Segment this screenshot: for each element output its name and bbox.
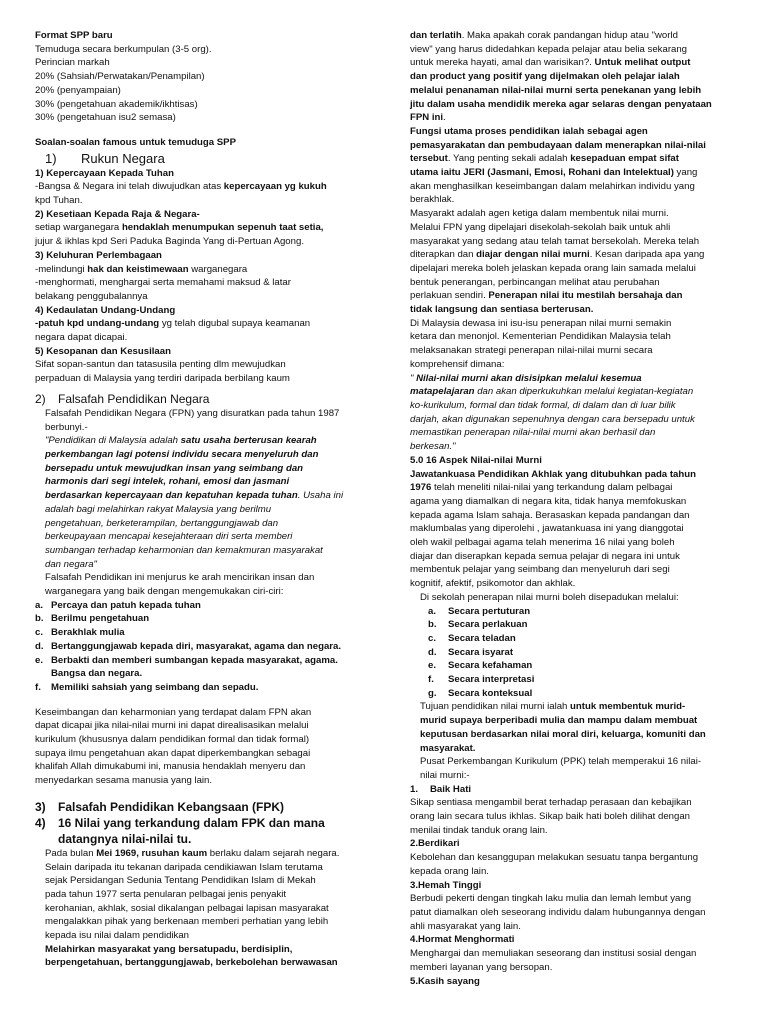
fpn-quote: sumbangan terhadap keharmonian dan kemakmuran masyarakat [45,544,323,556]
body-text: murid supaya berperibadi mulia dan mampu dalam membuat [420,715,698,727]
rukun-point-heading: 5) Kesopanan dan Kesusilaan [35,345,171,357]
body-text: FPN ini. [410,112,446,124]
body-text: Menghargai dan memuliakan seseorang dan institusi sosial dengan [410,948,697,960]
list-item: d. Secara isyarat [428,646,514,658]
intro-line: 20% (Sahsiah/Perwatakan/Penampilan) [35,71,205,83]
body-text: nilai murni:- [420,769,470,781]
body-text: tidak langsung dan sentiasa berterusan. [410,304,594,316]
soalan-title: Soalan-soalan famous untuk temuduga SPP [35,136,236,148]
list-item: a. Percaya dan patuh kepada tuhan [35,599,201,611]
fpn-quote: bersepadu untuk mewujudkan insan yang seimbang dan [45,462,304,474]
body-text: bentuk penerangan, perbincangan melihat atau perubahan [410,276,660,288]
aspek-heading: 5.0 16 Aspek Nilai-nilai Murni [410,454,542,466]
intro-line: 20% (penyampaian) [35,84,121,96]
fpn-quote: "Pendidikan di Malaysia adalah satu usaha berterusan kearah [45,435,317,447]
body-text: masyarakat yang sedang atau telah tamat bersekolah. Mereka telah [410,235,700,247]
quote-text: " Nilai-nilai murni akan disisipkan melalui kesemua [410,372,642,384]
rukun-text: -patuh kpd undang-undang yg telah digubal supaya keamanan [35,318,311,330]
body-text: agama yang diamalkan di negara kita, tidak hanya memfokuskan [410,495,687,507]
body-text: diterapkan dan diajar dengan nilai murni. Kesan daripada apa yang [410,249,705,261]
body-text: kognitif, afektif, psikomotor dan akhlak. [410,578,576,590]
nilai-heading: 3.Hemah Tinggi [410,879,482,891]
body-text: patut diamalkan oleh seseorang individu dalam hubungannya dengan [410,907,706,918]
list-item: b. Berilmu pengetahuan [35,613,150,625]
rukun-text: setiap warganegara hendaklah menumpukan sepenuh taat setia, [35,222,324,234]
fpn-text: warganegara yang baik dengan mengemukakan ciri-ciri: [45,586,284,598]
rukun-text: -melindungi hak dan keistimewaan warganegara [35,263,248,275]
intro-line: Perincian markah [35,57,110,69]
fpn-quote: adalah bagi melahirkan rakyat Malaysia yang berilmu [45,503,272,515]
rukun-text: perpaduan di Malaysia yang terdiri daripada berbilang kaum [35,373,290,385]
quote-text: darjah, akan digunakan sepenuhnya dengan cara bersepadu untuk [410,413,695,425]
fpn-quote: berkeupayaan mencapai kesejahteraan diri serta memberi [45,531,293,543]
keseimbangan-text: khalifah Allah dimukabumi ini, manusia hendaklah menyeru dan [35,761,306,773]
nilai-heading: 2.Berdikari [410,838,460,850]
rukun-text: kpd Tuhan. [35,195,83,207]
list-item: e. Berbakti dan memberi sumbangan kepada masyarakat, agama. [35,654,338,666]
body-text: 1976 telah meneliti nilai-nilai yang terkandung dalam pelbagai [410,482,673,494]
body-text: Berbudi pekerti dengan tingkah laku mulia dan lemah lembut yang [410,893,692,905]
body-text: masyarakat. [420,742,476,754]
rukun-text: belakang penggubalannya [35,290,148,302]
body-text: ketara dan menonjol. Kementerian Pendidikan Malaysia telah [410,331,671,343]
fpk-text: pada tahun 1977 serta penularan pelbagai jenis penyakit [45,888,287,900]
quote-text: memastikan penerapan nilai-nilai murni akan berhasil dan [410,427,656,439]
fpn-text: berbunyi.- [45,421,88,433]
list-item: e. Secara kefahaman [428,660,533,672]
body-text: Di sekolah penerapan nilai murni boleh disepadukan melalui: [420,591,679,603]
list-item: c. Berakhlak mulia [35,627,125,639]
list-item: a. Secara pertuturan [428,605,531,617]
body-text: maklumbalas yang diperolehi , jawatankuasa ini yang dianggotai [410,523,684,535]
quote-text: berkesan." [410,441,456,453]
body-text: Melalui FPN yang dipelajari disekolah-sekolah baik untuk ahli [410,221,671,233]
fpk-text: berpengetahuan, bertanggungjawab, berkebolehan berwawasan [45,957,338,969]
secara-list [410,605,732,701]
fpk-text: Melahirkan masyarakat yang bersatupadu, berdisiplin, [45,943,293,955]
fpk-text: sejak Persidangan Sedunia Tentang Pendidikan Islam di Mekah [45,875,316,887]
nilai-heading: 4) 16 Nilai yang terkandung dalam FPK dan mana [35,815,325,830]
nilai-heading: 1. Baik Hati [410,783,472,795]
rukun-text: -menghormati, menghargai serta memahami maksud & latar [35,277,291,289]
fpn-quote: perkembangan lagi potensi individu secara menyeluruh dan [45,448,319,460]
body-text: untuk mereka hayati, amal dan warisikan?. Untuk melihat output [410,57,691,69]
list-item: b. Secara perlakuan [428,619,528,631]
rukun-text: Sifat sopan-santun dan tatasusila penting dlm mewujudkan [35,359,286,371]
body-text: utama iaitu JERI (Jasmani, Emosi, Rohani dan Intelektual) yang [410,167,698,179]
list-item: g. Secara konteksual [428,687,533,699]
body-text: melaksanakan strategi penerapan nilai-nilai murni secara [410,345,653,357]
intro-line: 30% (pengetahuan isu2 semasa) [35,112,176,124]
fpn-text: Falsafah Pendidikan ini menjurus ke arah mencirikan insan dan [45,572,315,584]
fpk-text: mengalakkan pihak yang berkenaan memberi perhatian yang lebih [45,916,329,928]
left-column [35,29,368,970]
fpn-ciri-list [35,599,368,695]
body-text: akan menghasilkan keseimbangan dalam melahirkan individu yang [410,180,695,192]
rukun-text: jujur & ikhlas kpd Seri Paduka Baginda Yang di-Pertuan Agong. [35,236,304,248]
body-text: Sikap sentiasa mengambil berat terhadap perasaan dan kebajikan [410,797,692,809]
body-text: view" yang harus didedahkan kepada pelajar atau belia sekarang [410,43,688,55]
fpn-heading: 2) Falsafah Pendidikan Negara [35,391,210,406]
body-text: memberi layanan yang bersopan. [410,961,553,973]
body-text: orang lain secara tulus ikhlas. Sikap baik hati boleh dilihat dengan [410,811,690,823]
fpn-text: Falsafah Pendidikan Negara (FPN) yang disuratkan pada tahun 1987 [45,407,340,419]
keseimbangan-text: kurikulum (khususnya dalam pendidikan formal dan tidak formal) [35,734,310,746]
quote-text: matapelajaran dan akan diperkukuhkan melalui kegiatan-kegiatan [410,386,694,398]
body-text: diajar dan diserapkan kepada semua pelajar di negara ini untuk [410,550,680,562]
body-text: melalui penanaman nilai-nilai murni serta penekanan yang lebih [410,84,702,96]
fpk-heading: 3) Falsafah Pendidikan Kebangsaan (FPK) [35,799,285,814]
keseimbangan-text: menyedarkan sesama manusia yang lain. [35,775,213,787]
body-text: komprehensif dimana: [410,358,505,370]
list-item: f. Memiliki sahsiah yang seimbang dan sepadu. [35,681,259,693]
fpk-text: kerohanian, akhlak, sosial dikalangan pelbagai lapisan masyarakat [45,902,329,914]
body-text: Pusat Perkembangan Kurikulum (PPK) telah memperakui 16 nilai- [420,756,702,768]
body-text: kepada agama Islam sahaja. Berasaskan kepada pandangan dan [410,509,690,521]
body-text: pemasyarakatan dan pembudayaan dalam menerapkan nilai-nilai [410,139,706,151]
body-text: berakhlak. [410,194,455,206]
rukun-text: -Bangsa & Negara ini telah diwujudkan atas kepercayaan yg kukuh [35,181,327,193]
keseimbangan-text: supaya ilmu pengetahuan akan dapat diperkembangkan sebagai [35,747,311,759]
intro-line: 30% (pengetahuan akademik/ikhtisas) [35,98,198,110]
body-text: dipelajari mereka boleh jelaskan kepada orang lain samada melalui [410,262,696,274]
quote-text: ko-kurikulum, formal dan tidak formal, di dalam dan di luar bilik [410,399,676,411]
body-text: Masyarakt adalah agen ketiga dalam membentuk nilai murni. [410,208,669,220]
keseimbangan-text: Keseimbangan dan keharmonian yang terdapat dalam FPN akan [35,706,312,718]
body-text: dan terlatih. Maka apakah corak pandangan hidup atau "world [410,30,678,41]
keseimbangan-text: dapat dicapai jika nilai-nilai murni ini dapat direalisasikan melalui [35,720,309,732]
body-text: ahli masyarakat yang lain. [410,920,521,932]
list-item: f. Secara interpretasi [428,674,535,686]
body-text: membentuk pelajar yang seimbang dan menyeluruh dari segi [410,564,670,576]
body-text: menilai tindak tanduk orang lain. [410,824,548,836]
body-text: oleh wakil pelbagai agama telah menerima 16 nilai yang boleh [410,537,675,549]
nilai-heading: 4.Hormat Menghormati [410,934,515,946]
body-text: Fungsi utama proses pendidikan ialah sebagai agen [410,125,648,137]
rukun-point-heading: 1) Kepercayaan Kepada Tuhan [35,167,174,179]
list-item: Bangsa dan negara. [51,668,143,680]
body-text: dan product yang positif yang dijelmakan oleh pelajar ialah [410,71,680,83]
fpn-quote: dan negara" [45,558,97,570]
body-text: tersebut. Yang penting sekali adalah kesepaduan empat sifat [410,153,679,165]
right-column [410,29,732,988]
list-item: c. Secara teladan [428,632,516,644]
body-text: Tujuan pendidikan nilai murni ialah untuk membentuk murid- [420,701,686,713]
nilai-heading: 5.Kasih sayang [410,975,480,987]
rukun-text: negara dapat dicapai. [35,332,128,344]
body-text: Kebolehan dan kesanggupan melakukan sesuatu tanpa bergantung [410,852,699,864]
fpn-quote: pengetahuan, berketerampilan, bertanggungjawab dan [45,517,279,529]
fpn-quote: harmonis dari segi intelek, rohani, emosi dan jasmani [45,476,290,488]
body-text: jitu dalam usaha mendidik mereka agar selaras dengan penyataan [410,98,712,110]
rukun-point-heading: 3) Keluhuran Perlembagaan [35,249,162,261]
rukun-point-heading: 4) Kedaulatan Undang-Undang [35,304,176,316]
fpk-text: Selain daripada itu tekanan daripada cendikiawan Islam terutama [45,861,323,873]
intro-line: Temuduga secara berkumpulan (3-5 org). [35,43,212,55]
body-text: keputusan berdasarkan nilai moral diri, keluarga, komuniti dan [420,728,706,740]
rukun-point-heading: 2) Kesetiaan Kepada Raja & Negara- [35,208,200,220]
list-item: d. Bertanggungjawab kepada diri, masyarakat, agama dan negara. [35,640,342,652]
body-text: perlakuan sendiri. Penerapan nilai itu mestilah bersahaja dan [410,290,683,302]
rukun-negara-heading: 1) Rukun Negara [45,150,165,166]
body-text: kepada orang lain. [410,865,489,877]
fpk-text: kepada isu nilai dalam pendidikan [45,930,190,942]
fpk-text: Pada bulan Mei 1969, rusuhan kaum berlaku dalam sejarah negara. [45,847,340,859]
nilai-heading-cont: datangnya nilai-nilai tu. [58,831,192,846]
body-text: Jawatankuasa Pendidikan Akhlak yang ditubuhkan pada tahun [410,468,696,480]
body-text: Di Malaysia dewasa ini isu-isu penerapan nilai murni semakin [410,317,672,329]
fpn-quote: berdasarkan kepercayaan dan kepatuhan kepada tuhan. Usaha ini [45,490,344,502]
format-title: Format SPP baru [35,30,113,41]
